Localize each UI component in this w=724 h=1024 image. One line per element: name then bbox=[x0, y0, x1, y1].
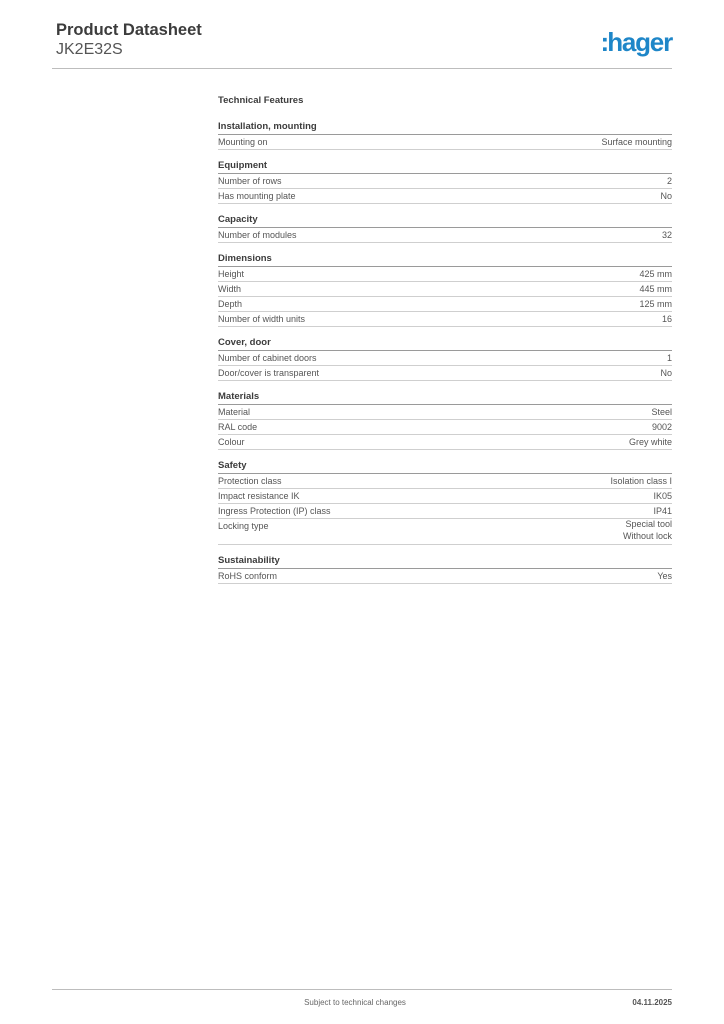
feature-group-title: Materials bbox=[218, 390, 672, 405]
feature-group-title: Capacity bbox=[218, 213, 672, 228]
feature-value bbox=[653, 489, 672, 503]
feature-value bbox=[667, 174, 672, 188]
feature-group bbox=[218, 336, 672, 381]
feature-row bbox=[218, 504, 672, 519]
feature-group-title: Equipment bbox=[218, 159, 672, 174]
feature-groups bbox=[218, 120, 672, 584]
feature-value-line: Without lock bbox=[622, 530, 672, 541]
feature-group bbox=[218, 159, 672, 204]
feature-row bbox=[218, 489, 672, 504]
feature-value-line: Yes bbox=[657, 571, 672, 581]
feature-value bbox=[667, 351, 672, 365]
feature-value bbox=[657, 569, 672, 583]
feature-value-line: Isolation class I bbox=[610, 476, 672, 486]
feature-group-title: Sustainability bbox=[218, 554, 672, 569]
feature-row bbox=[218, 351, 672, 366]
feature-row bbox=[218, 474, 672, 489]
feature-row bbox=[218, 174, 672, 189]
technical-features-title: Technical Features bbox=[218, 95, 304, 106]
feature-value-line: Surface mounting bbox=[601, 137, 672, 147]
feature-label: Depth bbox=[218, 299, 243, 309]
feature-label: Number of width units bbox=[218, 314, 306, 324]
feature-group bbox=[218, 252, 672, 327]
feature-row bbox=[218, 366, 672, 381]
feature-value bbox=[639, 282, 672, 296]
feature-value-line: Grey white bbox=[628, 437, 672, 447]
hager-logo bbox=[601, 27, 672, 57]
feature-row bbox=[218, 267, 672, 282]
feature-row bbox=[218, 569, 672, 584]
footer-note: Subject to technical changes bbox=[304, 998, 406, 1007]
feature-group bbox=[218, 120, 672, 150]
feature-row bbox=[218, 189, 672, 204]
feature-value-line: Special tool bbox=[625, 519, 672, 529]
feature-value-line: 1 bbox=[666, 353, 672, 363]
feature-group-title: Dimensions bbox=[218, 252, 672, 267]
feature-value bbox=[601, 135, 672, 149]
feature-value-line: 16 bbox=[661, 314, 672, 324]
feature-label: Number of modules bbox=[218, 230, 297, 240]
feature-label: Locking type bbox=[218, 521, 269, 531]
feature-group-title: Installation, mounting bbox=[218, 120, 672, 135]
feature-row bbox=[218, 228, 672, 243]
feature-label: Impact resistance IK bbox=[218, 491, 300, 501]
feature-label: Width bbox=[218, 284, 242, 294]
header-divider bbox=[52, 68, 672, 69]
footer-date: 04.11.2025 bbox=[632, 998, 672, 1007]
footer-divider bbox=[52, 989, 672, 990]
feature-group-title: Cover, door bbox=[218, 336, 672, 351]
feature-label: Height bbox=[218, 269, 245, 279]
feature-value bbox=[660, 366, 672, 380]
feature-value-line: IP41 bbox=[653, 506, 672, 516]
feature-value bbox=[662, 228, 672, 242]
feature-row bbox=[218, 420, 672, 435]
feature-value bbox=[629, 435, 672, 449]
feature-value-line: 32 bbox=[661, 230, 672, 240]
feature-value-line: 425 mm bbox=[639, 269, 672, 279]
feature-value-line: Steel bbox=[651, 407, 672, 417]
feature-row bbox=[218, 405, 672, 420]
feature-value-line: 125 mm bbox=[639, 299, 672, 309]
feature-value bbox=[639, 267, 672, 281]
feature-value bbox=[652, 420, 672, 434]
feature-label: Colour bbox=[218, 437, 245, 447]
feature-value-line: 2 bbox=[666, 176, 672, 186]
feature-label: RAL code bbox=[218, 422, 258, 432]
feature-group bbox=[218, 390, 672, 450]
feature-row bbox=[218, 297, 672, 312]
feature-row bbox=[218, 282, 672, 297]
technical-features-table bbox=[218, 94, 672, 593]
feature-row bbox=[218, 519, 672, 545]
feature-label: Has mounting plate bbox=[218, 191, 296, 201]
feature-value bbox=[653, 504, 672, 518]
feature-group-title: Safety bbox=[218, 459, 672, 474]
feature-label: Material bbox=[218, 407, 251, 417]
feature-row bbox=[218, 435, 672, 450]
feature-value bbox=[660, 189, 672, 203]
feature-value-line: 9002 bbox=[651, 422, 672, 432]
feature-label: Protection class bbox=[218, 476, 282, 486]
feature-value-line: 445 mm bbox=[639, 284, 672, 294]
product-reference: JK2E32S bbox=[56, 41, 123, 58]
feature-row bbox=[218, 312, 672, 327]
feature-group bbox=[218, 554, 672, 584]
logo-dots-icon: : bbox=[600, 27, 608, 57]
logo-text: hager bbox=[607, 27, 672, 57]
feature-value-line: No bbox=[660, 191, 672, 201]
feature-group bbox=[218, 213, 672, 243]
feature-value bbox=[610, 474, 672, 488]
feature-label: Mounting on bbox=[218, 137, 268, 147]
page-header bbox=[56, 20, 202, 60]
feature-value bbox=[662, 312, 672, 326]
feature-group bbox=[218, 459, 672, 545]
feature-label: Door/cover is transparent bbox=[218, 368, 320, 378]
feature-label: RoHS conform bbox=[218, 571, 278, 581]
feature-value-line: IK05 bbox=[653, 491, 672, 501]
feature-value bbox=[639, 297, 672, 311]
feature-label: Number of cabinet doors bbox=[218, 353, 317, 363]
feature-value bbox=[623, 519, 672, 542]
feature-label: Number of rows bbox=[218, 176, 282, 186]
feature-label: Ingress Protection (IP) class bbox=[218, 506, 331, 516]
feature-value-line: No bbox=[660, 368, 672, 378]
feature-row bbox=[218, 135, 672, 150]
document-title: Product Datasheet bbox=[56, 21, 202, 39]
feature-value bbox=[651, 405, 672, 419]
